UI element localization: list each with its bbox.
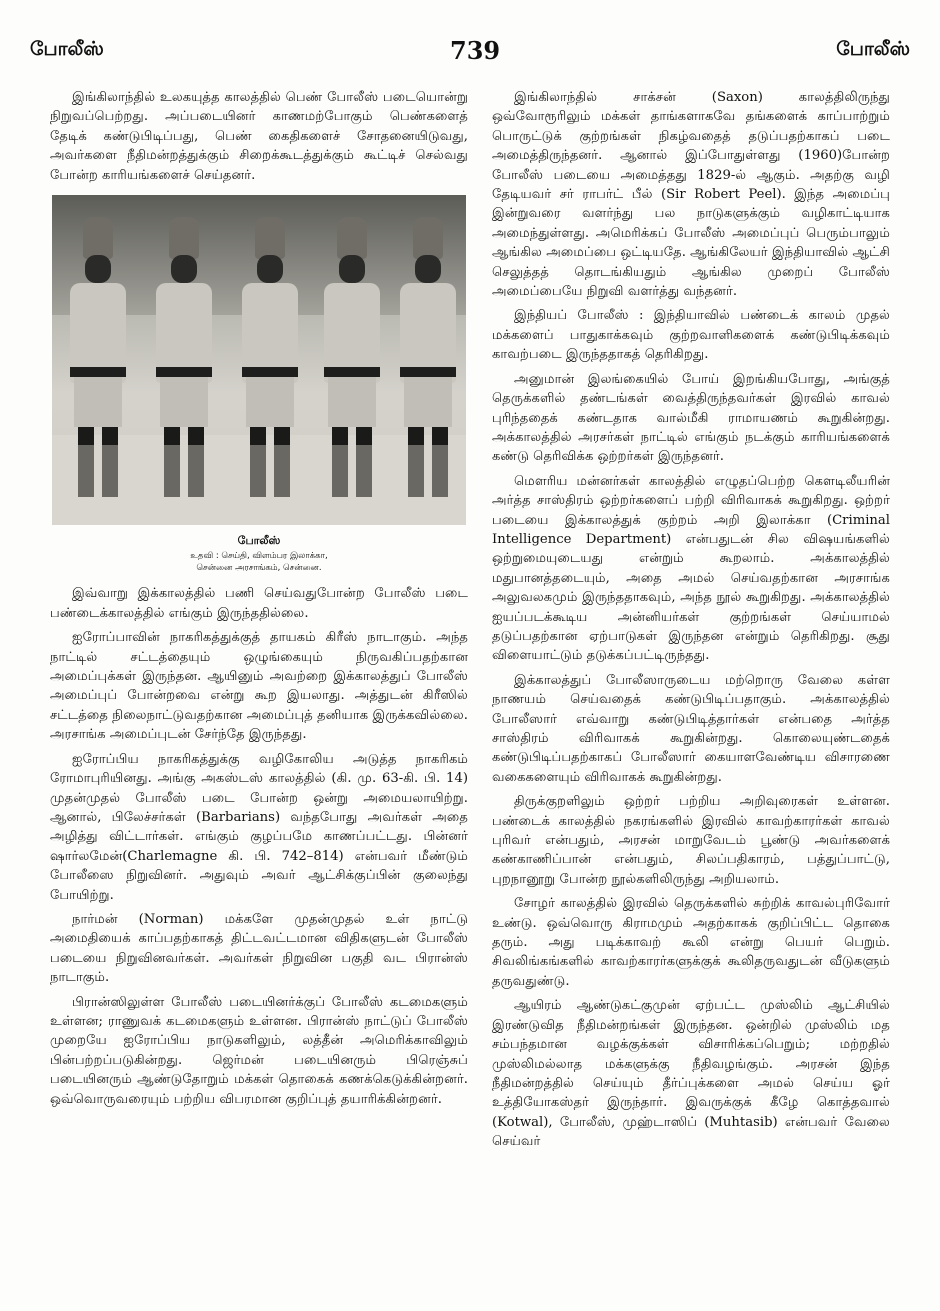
paragraph: இந்தியப் போலீஸ் : இந்தியாவில் பண்டைக் காலம் முதல் மக்களைப் பாதுகாக்கவும் குற்றவாளிகளைக் கண்டுபிடிக்கவும் காவற்படை இருந்ததாகத் தெரிகிறது. bbox=[492, 308, 890, 363]
police-officer-figure bbox=[320, 217, 384, 507]
photo-caption-credit bbox=[50, 550, 468, 574]
paragraph: இங்கிலாந்தில் உலகயுத்த காலத்தில் பெண் போலீஸ் படையொன்று நிறுவப்பெற்றது. அப்படையினர் காணமற்போகும் பெண்களைத் தேடிக் கண்டுபிடிப்பது, பெண் கைதிகளைச் சோதனையிடுவது, அவர்களை நீதிமன்றத்துக்கும் சிறைக்கூடத்துக்கும் கூட்டிச் செல்வது போன்ற காரியங்களைச் செய்தனர். bbox=[50, 90, 468, 183]
header-right-title: போலீஸ் bbox=[836, 38, 910, 60]
police-officer-figure bbox=[238, 217, 302, 507]
paragraph: இக்காலத்துப் போலீஸாருடைய மற்றொரு வேலை கள்ள நாணயம் செய்வதைக் கண்டுபிடிப்பதாகும். அக்காலத்தில் போலீஸார் எவ்வாறு கண்டுபிடித்தார்கள் என்பதை அர்த்த சாஸ்திரம் விரிவாகக் கூறுகின்றது. கொலையுண்டதைக் கண்டுபிடிப்பதற்காகப் போலீஸார் கையாளவேண்டிய விசாரணை வகைகளையும் விரிவாகக் கூறுகின்றது. bbox=[492, 672, 890, 785]
left-column bbox=[50, 88, 468, 1114]
paragraph: இவ்வாறு இக்காலத்தில் பணி செய்வதுபோன்ற போலீஸ் படை பண்டைக்காலத்தில் எங்கும் இருந்ததில்லை. bbox=[50, 586, 468, 621]
police-photo bbox=[52, 195, 466, 525]
paragraph: நார்மன் (Norman) மக்களே முதன்முதல் உள் நாட்டு அமைதியைக் காப்பதற்காகத் திட்டவட்டமான விதிகளுடன் போலீஸ் படையை நிறுவினவர்கள். அவர்கள் நிறுவின பகுதி வட பிரான்ஸ் நாடாகும். bbox=[50, 911, 468, 986]
paragraph: சோழர் காலத்தில் இரவில் தெருக்களில் சுற்றிக் காவல்புரிவோர் உண்டு. ஒவ்வொரு கிராமமும் அதற்காகக் குறிப்பிட்ட தொகை தரும். அது படிக்காவற் கூலி என்று பெயர் பெறும். சிவலிங்கங்களில் காவற்காரர்களுக்குக் கூலிதருவதுடன் வீடுகளும் தருவதுண்டு. bbox=[492, 896, 890, 989]
paragraph: ஐரோப்பிய நாகரிகத்துக்கு வழிகோலிய அடுத்த நாகரிகம் ரோமாபுரியினது. அங்கு அகஸ்டஸ் காலத்தில் (கி. மு. 63-கி. பி. 14) முதன்முதல் போலீஸ் படை போன்ற ஒன்று அமையலாயிற்று. ஆனால், பிலேச்சர்கள் (Barbarians) வந்தபோது அவர்கள் அதை அழித்து விட்டார்கள். எங்கும் குழப்பமே காணப்பட்டது. பின்னர் ஷார்லமேன்(Charlemagne கி. பி. 742–814) என்பவர் மீண்டும் போலீஸை நிறுவினர். அதுவும் அவர் ஆட்சிக்குப்பின் குலைந்து போயிற்று. bbox=[50, 751, 468, 903]
police-officer-figure bbox=[66, 217, 130, 507]
photo-credit-line: சென்னை அரசாங்கம், சென்னை. bbox=[196, 563, 322, 574]
paragraph: அனுமான் இலங்கையில் போய் இறங்கியபோது, அங்குத் தெருக்களில் தண்டங்கள் வைத்திருந்தவர்கள் இரவில் காவல் புரிந்ததைக் கண்டதாக வால்மீகி ராமாயணம் கூறுகின்றது. அக்காலத்தில் அரசர்கள் நாட்டில் எங்கும் நடக்கும் காரியங்களைக் கண்டு தெரிவிக்க ஒற்றர்கள் இருந்தனர். bbox=[492, 371, 890, 465]
police-officer-figure bbox=[152, 217, 216, 507]
paragraph: ஆயிரம் ஆண்டுகட்குமுன் ஏற்பட்ட முஸ்லிம் ஆட்சியில் இரண்டுவித நீதிமன்றங்கள் இருந்தன. ஒன்றில் முஸ்லிம் மத சம்பந்தமான வழக்குக்கள் விசாரிக்கப்பெறும்; மற்றதில் முஸ்லிமல்லாத மக்களுக்கு நீதிவழங்கும். அரசன் இந்த நீதிமன்றத்தில் செய்யும் தீர்ப்புக்களை அமல் செய்ய ஓர் உத்தியோகஸ்தர் இருந்தார். இவருக்குக் கீழே கொத்தவால் (Kotwal), போலீஸ், முஹ்டாஸிப் (Muhtasib) என்பவர் வேலை செய்வர் bbox=[492, 998, 890, 1150]
paragraph: மௌரிய மன்னர்கள் காலத்தில் எழுதப்பெற்ற கௌடிலீயரின் அர்த்த சாஸ்திரம் ஒற்றர்களைப் பற்றி விரிவாகக் கூறுகிறது. ஒற்றர் படையை இக்காலத்துக் குற்றம் அறி இலாக்கா (Criminal Intelligence Department) என்பதுடன் சில விஷயங்களில் ஒற்றுமையுடையது என்றும் கூறலாம். அக்காலத்தில் மதுபானத்தடையும், அதை அமல் செய்வதற்கான அரசாங்க அலுவலகமும் இருந்ததாகவும், அந்த நூல் கூறுகிறது. அக்காலத்தில் ஐயப்படக்கூடிய அன்னியர்கள் குற்றங்கள் செய்யாமல் தடுப்பதற்கான ஏற்பாடுகள் இருந்தன என்றும் தெரிகிறது. சூது விளையாட்டும் தடுக்கப்பட்டிருந்தது. bbox=[492, 473, 890, 664]
photo-credit-line: உதவி : செய்தி, விளம்பர இலாக்கா, bbox=[190, 551, 328, 562]
paragraph: பிரான்ஸிலுள்ள போலீஸ் படையினர்க்குப் போலீஸ் கடமைகளும் உள்ளன; ராணுவக் கடமைகளும் உள்ளன. பிரான்ஸ் நாட்டுப் போலீஸ் முறையே ஐரோப்பிய நாடுகளிலும், லத்தீன் அமெரிக்காவிலும் பின்பற்றப்படுகின்றது. ஜெர்மன் படையினரும் பிரெஞ்சுப் படையினரும் ஆண்டுதோறும் மக்கள் தொகைக் கணக்கெடுக்கின்றனர். ஒவ்வொருவரையும் பற்றிய விபரமான குறிப்புத் தயாரிக்கின்றனர். bbox=[50, 994, 468, 1107]
right-column bbox=[492, 88, 890, 1157]
page-header bbox=[30, 36, 910, 70]
paragraph: திருக்குறளிலும் ஒற்றர் பற்றிய அறிவுரைகள் உள்ளன. பண்டைக் காலத்தில் நகரங்களில் இரவில் காவற்காரர்கள் காவல் புரிவர் என்பதும், அரசன் மாறுவேடம் பூண்டு அவர்களைக் கண்காணிப்பான் என்பதும், சிலப்பதிகாரம், பத்துப்பாட்டு, புறநானூறு போன்ற நூல்களிலிருந்து அறியலாம். bbox=[492, 794, 890, 887]
header-left-title: போலீஸ் bbox=[30, 38, 104, 60]
police-officer-figure bbox=[396, 217, 460, 507]
paragraph: ஐரோப்பாவின் நாகரிகத்துக்குத் தாயகம் கிரீஸ் நாடாகும். அந்த நாட்டில் சட்டத்தையும் ஒழுங்கையும் நிருவகிப்பதற்கான அமைப்புக்கள் இருந்தன. ஆயினும் அவற்றை இக்காலத்துப் போலீஸ் அமைப்புப் போன்றவை என்று கூற இயலாது. அத்துடன் கிரீஸில் சட்டத்தை நிலைநாட்டுவதற்கான அமைப்புத் தனியாக இருக்கவில்லை. அரசாங்க அமைப்புடன் சேர்ந்தே இருந்தது. bbox=[50, 630, 468, 743]
photo-caption-title: போலீஸ் bbox=[237, 534, 281, 548]
paragraph: இங்கிலாந்தில் சாக்சன் (Saxon) காலத்திலிருந்து ஒவ்வோரூரிலும் மக்கள் தாங்களாகவே தங்களைக் காப்பாற்றும் பொருட்டுக் குற்றங்கள் நிகழ்வதைத் தடுப்பதற்காகப் படை அமைத்திருந்தனர். ஆனால் இப்போதுள்ளது (1960)போன்ற போலீஸ் படையை அமைத்தது 1829-ல் ஆகும். அதற்கு வழி தேடியவர் சர் ராபர்ட் பீல் (Sir Robert Peel). இந்த அமைப்பு இன்றுவரை வளர்ந்து பல நாடுகளுக்கும் வழிகாட்டியாக அமைந்துள்ளது. அமெரிக்கப் போலீஸ் அமைப்புப் பெரும்பாலும் ஆங்கில அமைப்பை ஒட்டியதே. ஆங்கிலேயர் இந்தியாவில் ஆட்சி செலுத்தத் தொடங்கியதும் ஆங்கில முறைப் போலீஸ் அமைப்பையே நிறுவி வளர்த்து வந்தனர். bbox=[492, 90, 890, 300]
page-number: 739 bbox=[450, 36, 501, 65]
